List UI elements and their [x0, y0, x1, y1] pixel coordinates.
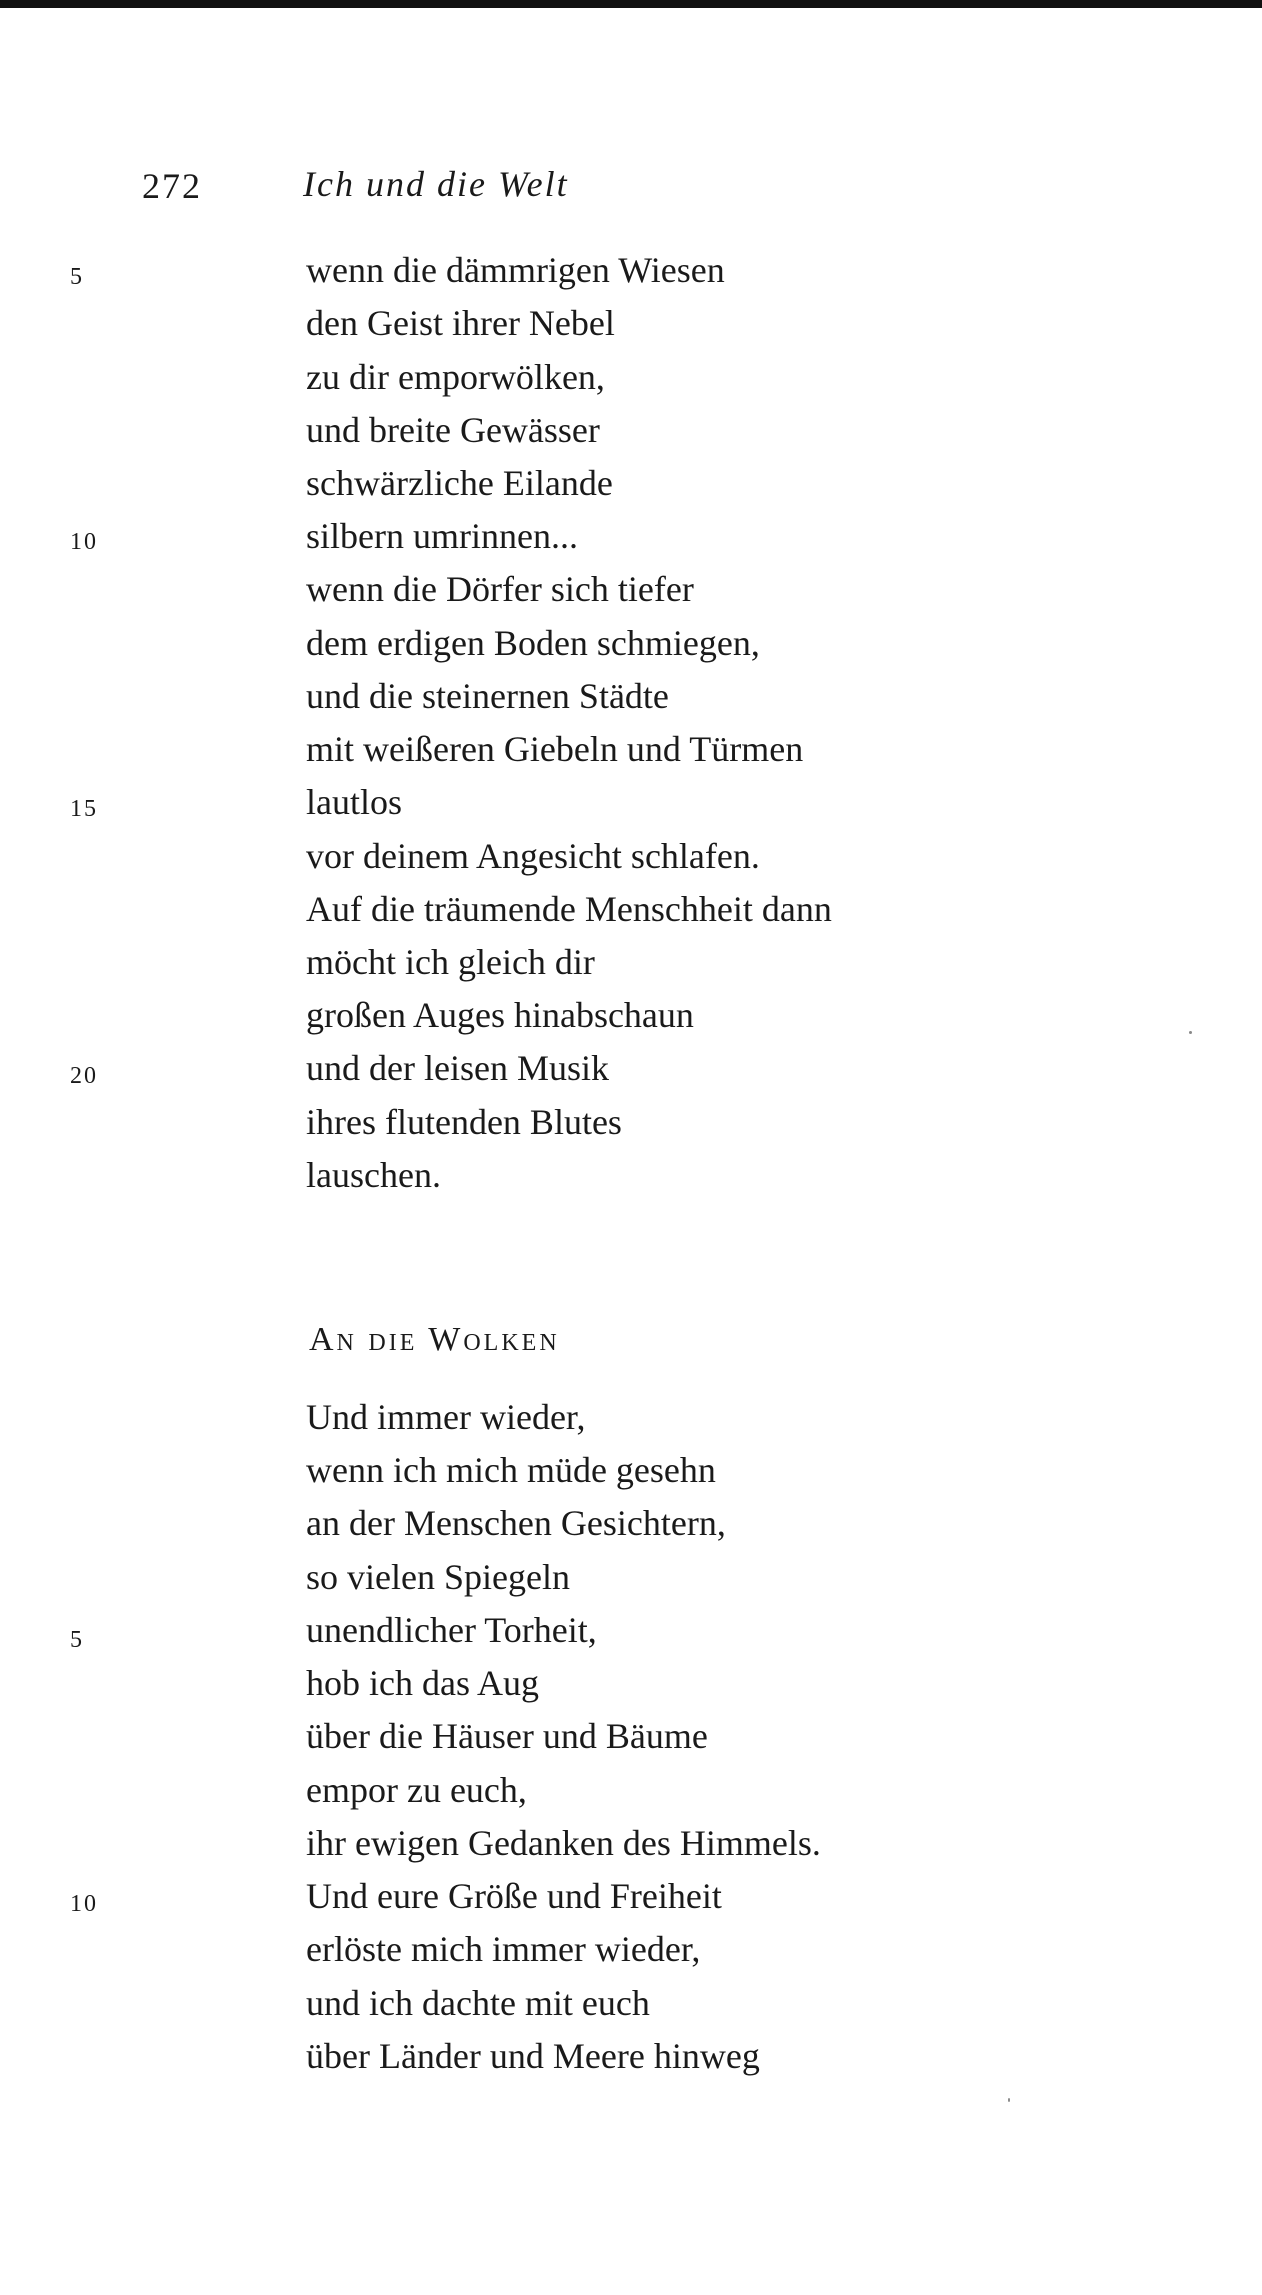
poem-line: Auf die träumende Menschheit dann — [306, 889, 832, 929]
running-head: Ich und die Welt — [303, 164, 569, 204]
poem-line: ihres flutenden Blutes — [306, 1102, 622, 1142]
poem-line: und ich dachte mit euch — [306, 1983, 650, 2023]
page-number: 272 — [142, 166, 202, 206]
line-number: 5 — [70, 1627, 84, 1653]
poem-line: unendlicher Torheit, — [306, 1610, 597, 1650]
page-top-edge — [0, 0, 1262, 8]
poem-line: Und eure Größe und Freiheit — [306, 1876, 722, 1916]
line-number: 20 — [70, 1063, 98, 1089]
poem-line: mit weißeren Giebeln und Türmen — [306, 729, 804, 769]
poem-line: hob ich das Aug — [306, 1663, 539, 1703]
poem-line: empor zu euch, — [306, 1770, 527, 1810]
poem-line: und die steinernen Städte — [306, 676, 669, 716]
poem-line: wenn ich mich müde gesehn — [306, 1450, 716, 1490]
poem-line: dem erdigen Boden schmiegen, — [306, 623, 760, 663]
poem-line: Und immer wieder, — [306, 1397, 586, 1437]
scan-speck — [1008, 2098, 1010, 2102]
poem-line: wenn die dämmrigen Wiesen — [306, 250, 725, 290]
poem-line: an der Menschen Gesichtern, — [306, 1503, 726, 1543]
poem-line: über Länder und Meere hinweg — [306, 2036, 760, 2076]
poem-line: silbern umrinnen... — [306, 516, 578, 556]
poem-title: An die Wolken — [309, 1321, 560, 1358]
poem-line: erlöste mich immer wieder, — [306, 1929, 701, 1969]
poem-line: schwärzliche Eilande — [306, 463, 613, 503]
poem-line: wenn die Dörfer sich tiefer — [306, 569, 694, 609]
poem-line: großen Auges hinabschaun — [306, 995, 694, 1035]
line-number: 15 — [70, 796, 98, 822]
line-number: 5 — [70, 264, 84, 290]
poem-line: und der leisen Musik — [306, 1048, 609, 1088]
poem-line: so vielen Spiegeln — [306, 1557, 570, 1597]
poem-line: und breite Gewässer — [306, 410, 600, 450]
poem-line: über die Häuser und Bäume — [306, 1716, 708, 1756]
scan-speck — [1189, 1031, 1192, 1034]
poem-line: den Geist ihrer Nebel — [306, 303, 615, 343]
poem-line: lauschen. — [306, 1155, 441, 1195]
poem-line: lautlos — [306, 782, 402, 822]
poem-line: möcht ich gleich dir — [306, 942, 595, 982]
line-number: 10 — [70, 1891, 98, 1917]
poem-line: zu dir emporwölken, — [306, 357, 605, 397]
poem-line: vor deinem Angesicht schlafen. — [306, 836, 760, 876]
line-number: 10 — [70, 529, 98, 555]
poem-line: ihr ewigen Gedanken des Himmels. — [306, 1823, 821, 1863]
